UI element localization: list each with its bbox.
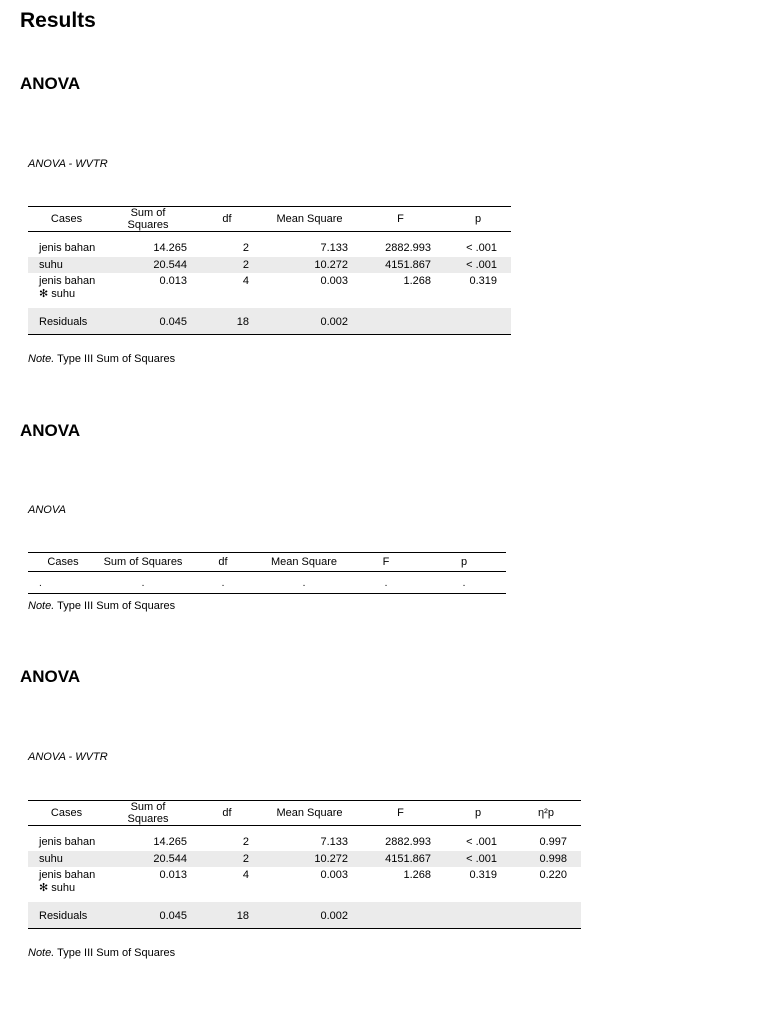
cell-mean-square: 0.003 bbox=[320, 869, 348, 881]
cell-df: . bbox=[188, 572, 258, 594]
cell-mean-square: 0.002 bbox=[263, 902, 356, 928]
cell-eta: 0.220 bbox=[539, 869, 567, 881]
table-row bbox=[28, 308, 511, 334]
cell-mean-square: 0.003 bbox=[320, 275, 348, 287]
cell-case: jenis bahan ✻ suhu bbox=[39, 869, 96, 894]
column-header: p bbox=[445, 801, 511, 826]
note-text: Type III Sum of Squares bbox=[54, 353, 176, 365]
cell-df: 4 bbox=[242, 275, 249, 287]
cell-p: 0.319 bbox=[469, 869, 497, 881]
column-header: F bbox=[356, 801, 445, 826]
column-header: df bbox=[191, 207, 263, 232]
cell-sum-of-squares: 20.544 bbox=[105, 851, 191, 868]
cell-f: 1.268 bbox=[403, 275, 431, 287]
cell-sum-of-squares: . bbox=[98, 572, 188, 594]
cell-mean-square: 0.002 bbox=[263, 308, 356, 334]
header-row bbox=[28, 553, 506, 572]
cell-f: 1.268 bbox=[403, 869, 431, 881]
column-header: Cases bbox=[28, 207, 105, 232]
note-text: Type III Sum of Squares bbox=[54, 947, 176, 959]
cell-sum-of-squares: 0.045 bbox=[105, 308, 191, 334]
cell-case: jenis bahan bbox=[39, 242, 96, 254]
cell-f: . bbox=[350, 572, 422, 594]
cell-f: 4151.867 bbox=[356, 851, 445, 868]
column-header: Mean Square bbox=[263, 207, 356, 232]
cell-p: 0.319 bbox=[469, 275, 497, 287]
cell-df: 2 bbox=[242, 242, 249, 254]
cell-p bbox=[445, 308, 511, 334]
column-header: df bbox=[188, 553, 258, 572]
note-label: Note. bbox=[28, 353, 55, 365]
cell-mean-square: . bbox=[258, 572, 350, 594]
cell-mean-square: 7.133 bbox=[320, 242, 348, 254]
note-text: Type III Sum of Squares bbox=[54, 600, 176, 612]
cell-f: 2882.993 bbox=[385, 836, 431, 848]
cell-sum-of-squares: 20.544 bbox=[105, 257, 191, 274]
anova-table bbox=[28, 206, 511, 335]
table-row bbox=[28, 826, 581, 851]
cell-case: jenis bahan ✻ suhu bbox=[39, 275, 96, 300]
cell-mean-square: 7.133 bbox=[320, 836, 348, 848]
cell-p: < .001 bbox=[445, 851, 511, 868]
anova-table bbox=[28, 552, 506, 594]
cell-sum-of-squares: 0.013 bbox=[159, 275, 187, 287]
cell-sum-of-squares: 14.265 bbox=[153, 242, 187, 254]
table-row bbox=[28, 257, 511, 274]
cell-df: 2 bbox=[191, 257, 263, 274]
table-caption: ANOVA - WVTR bbox=[28, 751, 108, 763]
cell-df: 2 bbox=[191, 851, 263, 868]
table-row bbox=[28, 273, 511, 308]
column-header: F bbox=[350, 553, 422, 572]
cell-case: suhu bbox=[28, 257, 105, 274]
cell-f: 4151.867 bbox=[356, 257, 445, 274]
cell-case: . bbox=[28, 572, 98, 594]
column-header: df bbox=[191, 801, 263, 826]
section-title: ANOVA bbox=[20, 74, 81, 93]
cell-p bbox=[445, 902, 511, 928]
cell-sum-of-squares: 0.013 bbox=[159, 869, 187, 881]
column-header: Sum of Squares bbox=[98, 553, 188, 572]
column-header: Sum of Squares bbox=[105, 207, 191, 232]
cell-case: suhu bbox=[28, 851, 105, 868]
anova-table bbox=[28, 800, 581, 929]
cell-p: < .001 bbox=[466, 242, 497, 254]
section-title: ANOVA bbox=[20, 667, 81, 686]
section-title: ANOVA bbox=[20, 421, 81, 440]
column-header-partial-eta-squared: η²p bbox=[511, 801, 581, 826]
cell-df: 18 bbox=[191, 308, 263, 334]
cell-eta: 0.997 bbox=[539, 836, 567, 848]
table-row bbox=[28, 851, 581, 868]
header-row bbox=[28, 801, 581, 826]
cell-f bbox=[356, 308, 445, 334]
cell-eta bbox=[511, 902, 581, 928]
column-header: Cases bbox=[28, 553, 98, 572]
note-label: Note. bbox=[28, 947, 55, 959]
page-title: Results bbox=[20, 9, 96, 32]
cell-p: < .001 bbox=[466, 836, 497, 848]
note-label: Note. bbox=[28, 600, 55, 612]
table-row bbox=[28, 867, 581, 902]
cell-f bbox=[356, 902, 445, 928]
table-note bbox=[28, 947, 175, 959]
cell-df: 4 bbox=[242, 869, 249, 881]
cell-sum-of-squares: 0.045 bbox=[105, 902, 191, 928]
cell-case: Residuals bbox=[28, 902, 105, 928]
column-header: Mean Square bbox=[263, 801, 356, 826]
cell-case: jenis bahan bbox=[39, 836, 96, 848]
cell-sum-of-squares: 14.265 bbox=[153, 836, 187, 848]
table-note bbox=[28, 600, 175, 612]
table-note bbox=[28, 353, 175, 365]
column-header: Cases bbox=[28, 801, 105, 826]
table-row bbox=[28, 232, 511, 257]
cell-case: Residuals bbox=[28, 308, 105, 334]
header-row bbox=[28, 207, 511, 232]
cell-f: 2882.993 bbox=[385, 242, 431, 254]
cell-eta: 0.998 bbox=[511, 851, 581, 868]
cell-mean-square: 10.272 bbox=[263, 851, 356, 868]
cell-df: 2 bbox=[242, 836, 249, 848]
column-header: F bbox=[356, 207, 445, 232]
table-caption: ANOVA - WVTR bbox=[28, 158, 108, 170]
cell-p: . bbox=[422, 572, 506, 594]
cell-mean-square: 10.272 bbox=[263, 257, 356, 274]
column-header: Sum of Squares bbox=[105, 801, 191, 826]
cell-df: 18 bbox=[191, 902, 263, 928]
column-header: p bbox=[445, 207, 511, 232]
table-row bbox=[28, 572, 506, 594]
column-header: p bbox=[422, 553, 506, 572]
cell-p: < .001 bbox=[445, 257, 511, 274]
column-header: Mean Square bbox=[258, 553, 350, 572]
table-caption: ANOVA bbox=[28, 504, 66, 516]
table-row bbox=[28, 902, 581, 928]
